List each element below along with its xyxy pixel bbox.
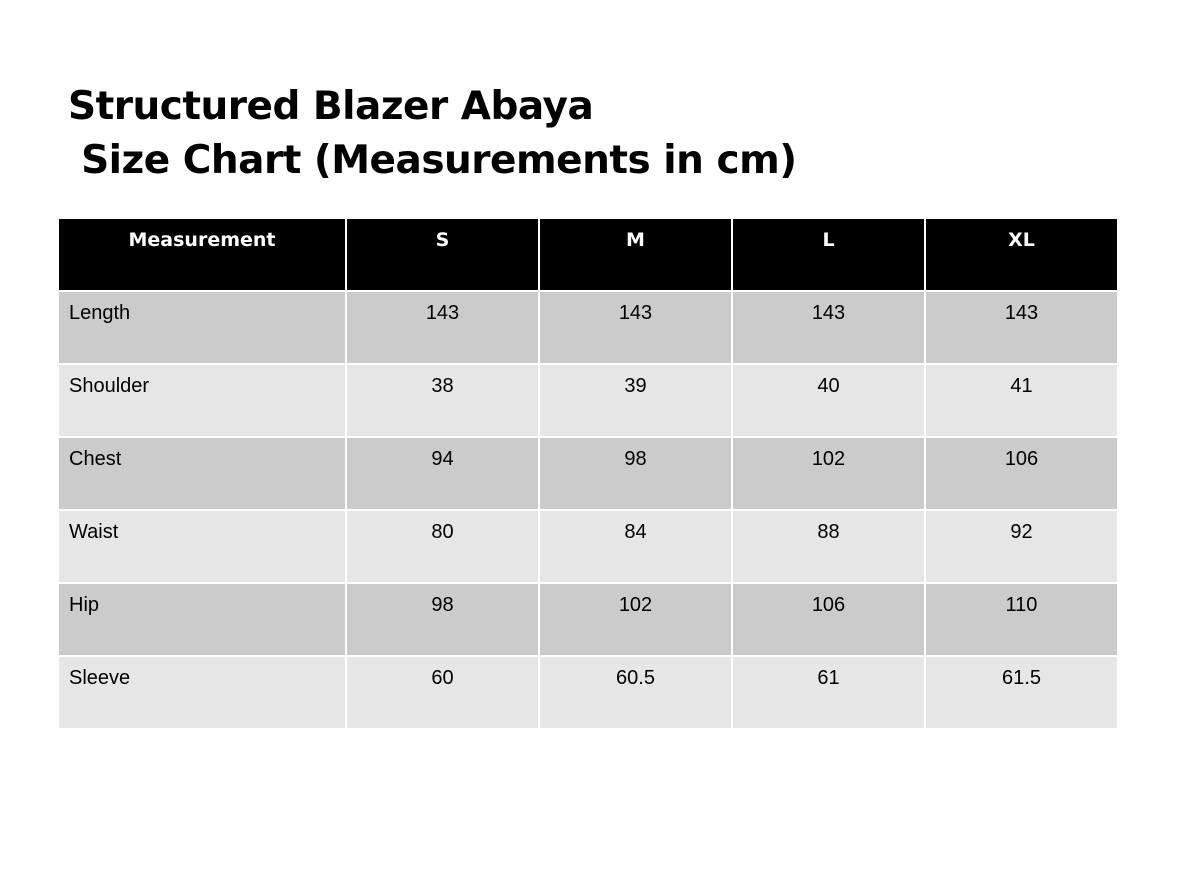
- table-row: [58, 364, 1118, 437]
- table-cell: 60: [346, 656, 539, 729]
- table-row: [58, 656, 1118, 729]
- row-label: Waist: [58, 510, 346, 583]
- table-cell: 61: [732, 656, 925, 729]
- table-cell: 84: [539, 510, 732, 583]
- table-row: [58, 437, 1118, 510]
- column-header-l: L: [732, 218, 925, 291]
- table-cell: 143: [732, 291, 925, 364]
- row-label: Sleeve: [58, 656, 346, 729]
- table-cell: 143: [539, 291, 732, 364]
- page-title: [68, 80, 1068, 188]
- row-label: Hip: [58, 583, 346, 656]
- table-cell: 106: [732, 583, 925, 656]
- table-cell: 41: [925, 364, 1118, 437]
- table-cell: 106: [925, 437, 1118, 510]
- table-cell: 38: [346, 364, 539, 437]
- table-cell: 98: [346, 583, 539, 656]
- row-label: Chest: [58, 437, 346, 510]
- table-cell: 39: [539, 364, 732, 437]
- table-cell: 60.5: [539, 656, 732, 729]
- table-cell: 92: [925, 510, 1118, 583]
- table-row: [58, 583, 1118, 656]
- table-cell: 143: [925, 291, 1118, 364]
- row-label: Length: [58, 291, 346, 364]
- table-cell: 102: [539, 583, 732, 656]
- table-header-row: [58, 218, 1118, 291]
- row-label: Shoulder: [58, 364, 346, 437]
- column-header-measurement: Measurement: [58, 218, 346, 291]
- table-cell: 98: [539, 437, 732, 510]
- table-cell: 40: [732, 364, 925, 437]
- table-cell: 102: [732, 437, 925, 510]
- column-header-m: M: [539, 218, 732, 291]
- table-cell: 88: [732, 510, 925, 583]
- table-cell: 94: [346, 437, 539, 510]
- table-cell: 61.5: [925, 656, 1118, 729]
- table-cell: 80: [346, 510, 539, 583]
- table-row: [58, 291, 1118, 364]
- size-chart-table: [57, 217, 1119, 730]
- table-row: [58, 510, 1118, 583]
- table-cell: 110: [925, 583, 1118, 656]
- column-header-s: S: [346, 218, 539, 291]
- table-cell: 143: [346, 291, 539, 364]
- title-line-2: Size Chart (Measurements in cm): [68, 138, 797, 183]
- title-line-1: Structured Blazer Abaya: [68, 84, 594, 129]
- column-header-xl: XL: [925, 218, 1118, 291]
